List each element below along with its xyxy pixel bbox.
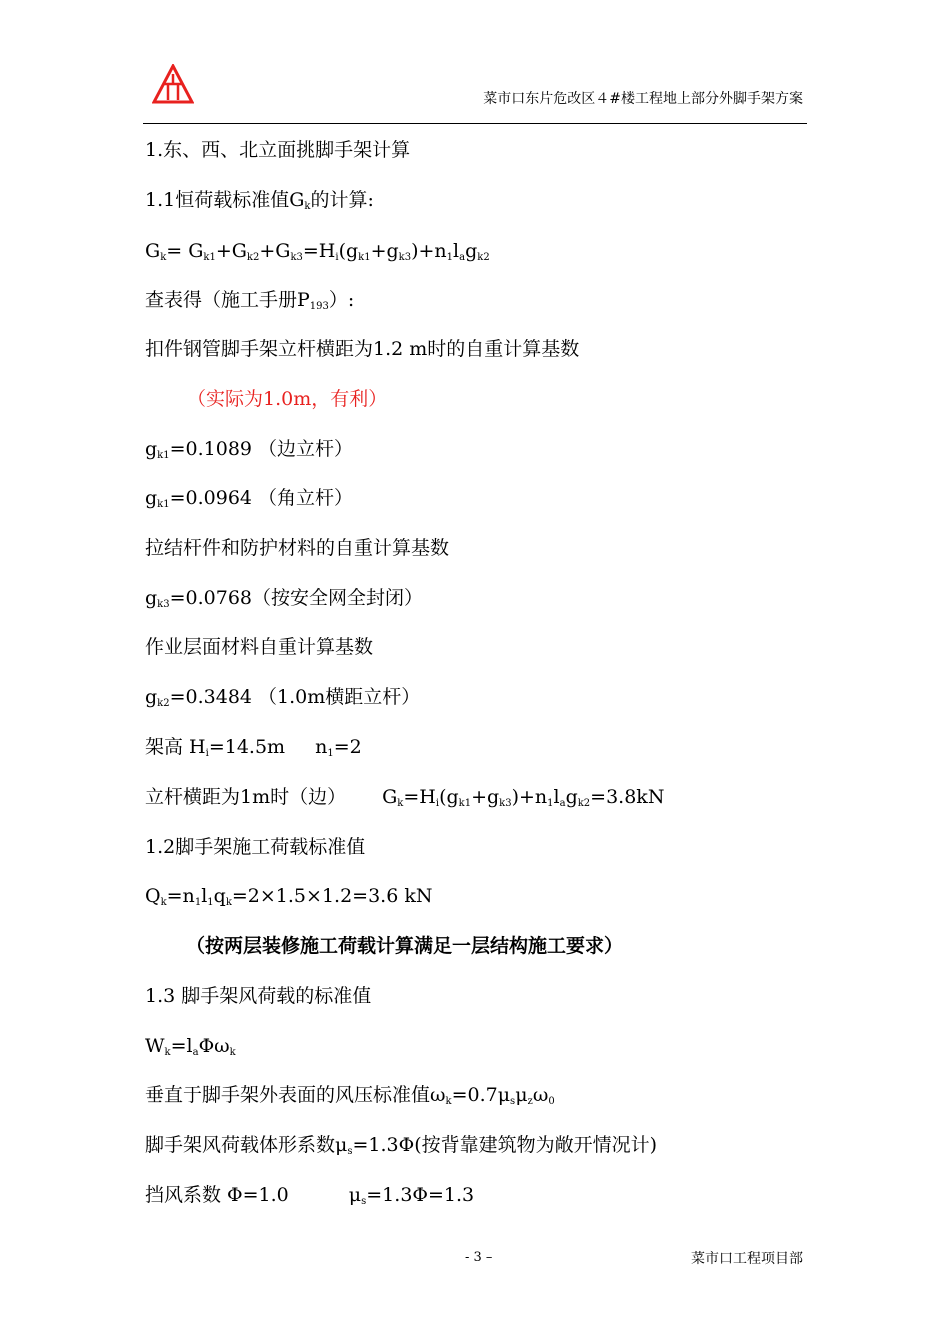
gk1-side: $g_{k1}=0.1089$ （边立杆） (145, 438, 354, 461)
gk2-line: $g_{k2}=0.3484$ （1.0m横距立杆） (145, 686, 421, 709)
section-heading-1: 1.东、西、北立面挑脚手架计算 (145, 139, 411, 161)
wind-pressure-line: 垂直于脚手架外表面的风压标准值$\omega_k=0.7\mu_s\mu_z\omega_0$ (145, 1084, 555, 1107)
wind-block-line: 挡风系数 Φ=1.0 $\mu_s=1.3\Phi=1.3$ (145, 1184, 475, 1207)
footer-organization: 菜市口工程项目部 (691, 1251, 803, 1267)
bold-note: （按两层装修施工荷载计算满足一层结构施工要求） (186, 935, 624, 957)
gk1-corner: $g_{k1}=0.0964$ （角立杆） (145, 487, 354, 510)
section-heading-1-2: 1.2脚手架施工荷载标准值 (145, 836, 366, 858)
height-line: 架高 $H_i=14.5m$ $n_1=2$ (145, 736, 362, 759)
qk-line: $Q_k=n_1l_1q_k=2\times 1.5\times 1.2=3.6$ kN (145, 885, 433, 908)
shape-coefficient-line: 脚手架风荷载体形系数$\mu_s=1.3\Phi$(按背靠建筑物为敞开情况计) (145, 1134, 658, 1157)
formula-gk: $G_k= G_{k1}+G_{k2}+G_{k3}=H_i(g_{k1}+g_{k3})+n_1l_ag_{k2}$ (145, 240, 490, 263)
red-note: （实际为1.0m，有利） (187, 388, 388, 410)
company-logo (152, 64, 194, 106)
gk3-line: $g_{k3}=0.0768$（按安全网全封闭） (145, 587, 423, 610)
page-number: - 3 – (465, 1250, 493, 1265)
section-heading-1-1: 1.1恒荷载标准值$G_k$的计算: (145, 189, 374, 212)
lookup-line: 查表得（施工手册$P_{193}$）: (145, 289, 355, 312)
base-description: 扣件钢管脚手架立杆横距为1.2 m时的自重计算基数 (145, 338, 580, 360)
work-layer-description: 作业层面材料自重计算基数 (145, 636, 374, 658)
tie-description: 拉结杆件和防护材料的自重计算基数 (145, 537, 450, 559)
pole-spacing-line: 立杆横距为1m时（边） $G_k=H_i(g_{k1}+g_{k3})+n_1l_ag_{k2}=3.8kN$ (145, 786, 665, 809)
section-heading-1-3: 1.3 脚手架风荷载的标准值 (145, 985, 372, 1007)
wk-formula: $W_k=l_a\Phi\omega_k$ (145, 1035, 236, 1058)
header-divider (143, 123, 807, 124)
header-title: 菜市口东片危改区４#楼工程地上部分外脚手架方案 (483, 91, 803, 107)
